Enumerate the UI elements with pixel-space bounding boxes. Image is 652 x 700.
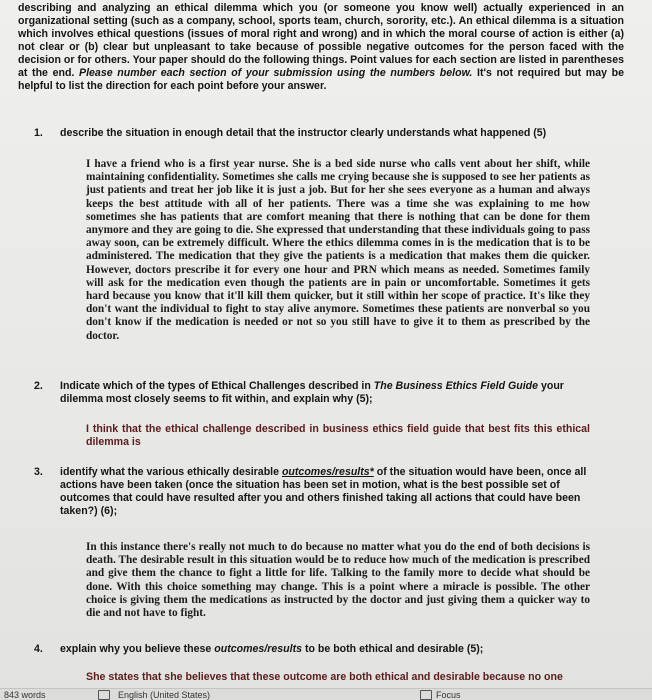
question-4 (34, 643, 590, 656)
question-1 (34, 127, 590, 140)
question-text: to be both ethical and desirable (5); (302, 643, 484, 655)
question-number: 3. (34, 466, 43, 478)
answer-4[interactable]: She states that she believes that these outcome are both ethical and desirable because no one (86, 671, 563, 683)
question-number: 4. (34, 643, 43, 655)
status-bar (0, 688, 652, 700)
instructions-emphasis: Please number each section of your submission using the numbers below. (79, 67, 473, 79)
answer-1[interactable]: I have a friend who is a first year nurse. She is a bed side nurse who calls vent about her shift, while maintaining confidentiality. Sometimes she calls me crying because she is supposed to see her patients as just patients and treat her job like it is just a job. But for her she sees everyone as a human and always keeps the best attitude with all of her patients. There was a time she was explaining to me how sometimes she has patients that are comfort meaning that there is nothing that can be done for them anymore and they are going to die. She expressed that understanding that these individuals going to pass away soon, can be extremely difficult. Where the ethics dilemma comes in is the medication that is to be administered. The medication that they give the patients is a medication that makes them die quicker. However, doctors prescribe it for every one hour and PRN which means as needed. Sometimes family will ask for the medication even though the patients are in pain or uncomfortable. Sometimes it gets hard because you know that it'll kill them quicker, but it still within her scope of practice. It's like they don't want the individual to fight to stay alive anymore. Sometimes these patients are nonverbal so you don't know if the medication is needed or not so you still have to give it to them as prescribed by the doctor. (86, 158, 590, 342)
outcomes-term: outcomes/results* (281, 466, 374, 478)
proofing-icon[interactable] (98, 690, 110, 700)
question-text: Indicate which of the types of Ethical Challenges described in (60, 380, 374, 392)
question-text: your dilemma most closely seems to fit within, and explain why (5); (60, 380, 564, 405)
outcomes-term: outcomes/results (214, 643, 302, 655)
question-number: 1. (34, 127, 43, 139)
question-text: explain why you believe these (60, 643, 215, 655)
focus-icon[interactable] (420, 690, 432, 700)
word-count[interactable]: 843 words (4, 690, 46, 700)
assignment-instructions (18, 2, 624, 93)
focus-button[interactable]: Focus (436, 690, 461, 700)
instructions-text: describing and analyzing an ethical dilemma which you (or someone you know well) actually experienced in an organizational setting (such as a company, school, sports team, church, sorority, etc.). An ethical dilemma is a situation which involves ethical questions (issues of moral right and wrong) and in which the moral course of action is either (a) not clear or (b) clear but unpleasant to take because of possible negative outcomes for the person faced with the decision or for others. Your paper should do the following things. Point values for each section are listed in parentheses at the end. (18, 2, 624, 79)
answer-3[interactable]: In this instance there's really not much to do because no matter what you do the end of both decisions is death. The desirable result in this situation would be to reduce how much of the medication is prescribed and give them the chance to fight a little for life. Talking to the family more to decide what should be done. With this choice something may change. This is a point where a miracle is possible. The other choice is giving them the medications as instructed by the doctor and just giving them a quicker way to die and not have to fight. (86, 541, 590, 620)
language-indicator[interactable]: English (United States) (118, 690, 211, 700)
question-number: 2. (34, 380, 43, 392)
question-2 (34, 380, 590, 406)
question-3 (34, 466, 590, 518)
question-text: describe the situation in enough detail that the instructor clearly understands what happened (5) (60, 127, 547, 139)
answer-2[interactable]: I think that the ethical challenge described in business ethics field guide that best fits this ethical dilemma is (86, 423, 590, 448)
question-text: of the situation would have been, once all actions have been taken (once the situation has been set in motion, what is the best possible set of outcomes that could have resulted after you and others finished taking all actions that could have been taken?) (6); (60, 466, 587, 517)
question-text: identify what the various ethically desirable (60, 466, 282, 478)
book-title: The Business Ethics Field Guide (373, 380, 539, 392)
instructions-text-end: It's not required but may be helpful to list the direction for each point before your answer. (18, 67, 625, 92)
